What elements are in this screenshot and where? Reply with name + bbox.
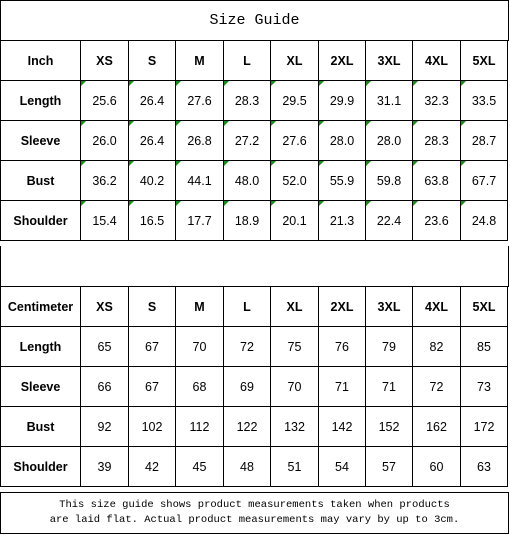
- size-header-xl: XL: [271, 41, 319, 81]
- measurement-cell: 63: [461, 447, 508, 487]
- measurement-cell: 70: [176, 327, 224, 367]
- measurement-note: [0, 492, 509, 534]
- measurement-cell: 28.7: [461, 121, 508, 161]
- measurement-cell: 42: [129, 447, 176, 487]
- measurement-cell: 66: [81, 367, 129, 407]
- measurement-cell: 32.3: [413, 81, 461, 121]
- size-header-3xl: 3XL: [366, 287, 413, 327]
- note-line-1: This size guide shows product measurements taken when products: [59, 499, 450, 511]
- measurement-cell: 31.1: [366, 81, 413, 121]
- measurement-cell: 36.2: [81, 161, 129, 201]
- table-row: [1, 121, 508, 161]
- unit-header: Inch: [1, 41, 81, 81]
- measurement-cell: 102: [129, 407, 176, 447]
- table-spacer: [0, 246, 509, 287]
- size-header-s: S: [129, 287, 176, 327]
- measurement-cell: 29.9: [319, 81, 366, 121]
- table-row: [1, 327, 508, 367]
- table-row: [1, 201, 508, 241]
- table-row: [1, 407, 508, 447]
- measurement-cell: 72: [224, 327, 271, 367]
- measurement-cell: 26.4: [129, 81, 176, 121]
- measurement-cell: 29.5: [271, 81, 319, 121]
- measurement-cell: 67.7: [461, 161, 508, 201]
- measurement-cell: 44.1: [176, 161, 224, 201]
- size-header-l: L: [224, 41, 271, 81]
- measurement-label: Sleeve: [1, 121, 81, 161]
- measurement-cell: 18.9: [224, 201, 271, 241]
- measurement-cell: 162: [413, 407, 461, 447]
- measurement-cell: 142: [319, 407, 366, 447]
- measurement-cell: 26.4: [129, 121, 176, 161]
- size-header-2xl: 2XL: [319, 41, 366, 81]
- size-header-xl: XL: [271, 287, 319, 327]
- measurement-cell: 75: [271, 327, 319, 367]
- measurement-cell: 63.8: [413, 161, 461, 201]
- size-header-xs: XS: [81, 287, 129, 327]
- measurement-cell: 71: [366, 367, 413, 407]
- measurement-cell: 28.3: [413, 121, 461, 161]
- measurement-label: Bust: [1, 161, 81, 201]
- measurement-cell: 79: [366, 327, 413, 367]
- measurement-label: Length: [1, 327, 81, 367]
- measurement-cell: 23.6: [413, 201, 461, 241]
- measurement-cell: 70: [271, 367, 319, 407]
- measurement-cell: 65: [81, 327, 129, 367]
- header-row: [1, 287, 508, 327]
- measurement-cell: 22.4: [366, 201, 413, 241]
- measurement-cell: 52.0: [271, 161, 319, 201]
- measurement-cell: 69: [224, 367, 271, 407]
- measurement-cell: 33.5: [461, 81, 508, 121]
- size-header-xs: XS: [81, 41, 129, 81]
- measurement-cell: 48: [224, 447, 271, 487]
- inch-size-table: [0, 40, 508, 241]
- measurement-cell: 48.0: [224, 161, 271, 201]
- size-header-3xl: 3XL: [366, 41, 413, 81]
- table-row: [1, 81, 508, 121]
- measurement-cell: 28.0: [319, 121, 366, 161]
- measurement-label: Shoulder: [1, 447, 81, 487]
- measurement-cell: 55.9: [319, 161, 366, 201]
- measurement-cell: 67: [129, 327, 176, 367]
- measurement-cell: 28.3: [224, 81, 271, 121]
- measurement-cell: 71: [319, 367, 366, 407]
- measurement-cell: 51: [271, 447, 319, 487]
- measurement-cell: 54: [319, 447, 366, 487]
- measurement-cell: 152: [366, 407, 413, 447]
- measurement-cell: 27.6: [271, 121, 319, 161]
- measurement-cell: 68: [176, 367, 224, 407]
- size-header-4xl: 4XL: [413, 287, 461, 327]
- measurement-cell: 85: [461, 327, 508, 367]
- measurement-cell: 20.1: [271, 201, 319, 241]
- size-header-s: S: [129, 41, 176, 81]
- measurement-cell: 27.2: [224, 121, 271, 161]
- measurement-cell: 112: [176, 407, 224, 447]
- measurement-cell: 72: [413, 367, 461, 407]
- measurement-cell: 132: [271, 407, 319, 447]
- size-header-l: L: [224, 287, 271, 327]
- measurement-cell: 172: [461, 407, 508, 447]
- measurement-cell: 26.0: [81, 121, 129, 161]
- centimeter-size-table: [0, 286, 508, 487]
- measurement-cell: 21.3: [319, 201, 366, 241]
- measurement-cell: 17.7: [176, 201, 224, 241]
- size-header-m: M: [176, 41, 224, 81]
- measurement-cell: 25.6: [81, 81, 129, 121]
- table-row: [1, 161, 508, 201]
- header-row: [1, 41, 508, 81]
- measurement-cell: 39: [81, 447, 129, 487]
- unit-header: Centimeter: [1, 287, 81, 327]
- measurement-cell: 92: [81, 407, 129, 447]
- size-header-5xl: 5XL: [461, 41, 508, 81]
- measurement-cell: 122: [224, 407, 271, 447]
- table-row: [1, 447, 508, 487]
- measurement-label: Sleeve: [1, 367, 81, 407]
- measurement-label: Shoulder: [1, 201, 81, 241]
- size-header-4xl: 4XL: [413, 41, 461, 81]
- measurement-cell: 40.2: [129, 161, 176, 201]
- size-header-m: M: [176, 287, 224, 327]
- measurement-cell: 24.8: [461, 201, 508, 241]
- table-row: [1, 367, 508, 407]
- measurement-cell: 76: [319, 327, 366, 367]
- size-header-2xl: 2XL: [319, 287, 366, 327]
- measurement-cell: 45: [176, 447, 224, 487]
- size-guide-title: Size Guide: [0, 0, 509, 41]
- measurement-cell: 15.4: [81, 201, 129, 241]
- measurement-cell: 26.8: [176, 121, 224, 161]
- note-line-2: are laid flat. Actual product measurements may vary by up to 3cm.: [49, 514, 460, 526]
- measurement-cell: 28.0: [366, 121, 413, 161]
- measurement-cell: 27.6: [176, 81, 224, 121]
- measurement-cell: 73: [461, 367, 508, 407]
- measurement-cell: 16.5: [129, 201, 176, 241]
- measurement-cell: 67: [129, 367, 176, 407]
- size-header-5xl: 5XL: [461, 287, 508, 327]
- measurement-cell: 82: [413, 327, 461, 367]
- measurement-cell: 59.8: [366, 161, 413, 201]
- measurement-label: Bust: [1, 407, 81, 447]
- measurement-cell: 60: [413, 447, 461, 487]
- measurement-label: Length: [1, 81, 81, 121]
- measurement-cell: 57: [366, 447, 413, 487]
